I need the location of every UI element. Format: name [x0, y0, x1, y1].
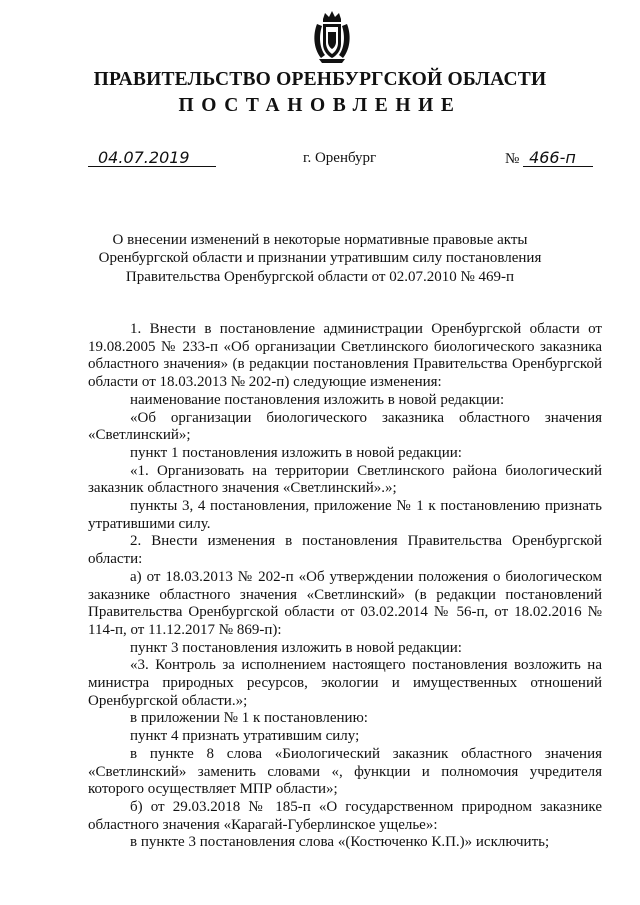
- body-paragraph: в приложении № 1 к постановлению:: [130, 710, 368, 727]
- body-paragraph: пункт 1 постановления изложить в новой редакции:: [130, 444, 462, 461]
- government-title: ПРАВИТЕЛЬСТВО ОРЕНБУРГСКОЙ ОБЛАСТИ: [93, 69, 547, 90]
- body-paragraph: пункты 3, 4 постановления, приложение № 1 к постановлению признать утратившими силу.: [88, 498, 602, 532]
- coat-of-arms-emblem: [311, 10, 353, 64]
- body-paragraph: пункт 4 признать утратившим силу;: [130, 728, 360, 745]
- subject-line: О внесении изменений в некоторые нормативные правовые акты: [112, 232, 528, 248]
- body-paragraph: в пункте 3 постановления слова «(Костюченко К.П.)» исключить;: [130, 834, 550, 851]
- document-number: [505, 150, 593, 168]
- body-paragraph: «1. Организовать на территории Светлинского района биологический заказник областного значения «Светлинский».»;: [88, 462, 602, 497]
- body-paragraph: а) от 18.03.2013 № 202-п «Об утверждении положения о биологическом заказнике областного значения «Светлинский» (в редакции постановлений Правительства Оренбургской области от 03.02.2014 № 56-п, от 18.02.2016 № 114-п, от 11.12.2017 № 869-п):: [88, 568, 602, 638]
- number-sign: №: [505, 151, 520, 167]
- body-paragraph: в пункте 8 слова «Биологический заказник областного значения «Светлинский» заменить словами «, функции и полномочия учредителя которого осуществляет МПР области»;: [88, 745, 602, 798]
- body-paragraph: б) от 29.03.2018 № 185-п «О государственном природном заказнике областного значения «Карагай-Губерлинское ущелье»:: [88, 798, 602, 833]
- body-paragraph: «Об организации биологического заказника областного значения «Светлинский»;: [88, 409, 602, 444]
- document-type-heading: ПОСТАНОВЛЕНИЕ: [178, 95, 462, 116]
- handwritten-number: 466-п: [523, 150, 593, 167]
- body-paragraph: «3. Контроль за исполнением настоящего постановления возложить на министра природных ресурсов, экологии и имущественных отношений Оренбургской области.»;: [88, 657, 602, 709]
- document-body: [88, 321, 602, 852]
- body-paragraph: 2. Внести изменения в постановления Правительства Оренбургской области:: [88, 533, 602, 568]
- document-date: [88, 150, 216, 168]
- handwritten-date: 04.07.2019: [88, 150, 216, 167]
- subject-line: Оренбургской области и признании утратившим силу постановления: [98, 250, 542, 267]
- body-paragraph: 1. Внести в постановление администрации Оренбургской области от 19.08.2005 № 233-п «Об организации Светлинского биологического заказника областного значения» (в редакции постановления Правительства Оренбургской области от 18.03.2013 № 202-п) следующие изменения:: [88, 321, 602, 391]
- document-city: г. Оренбург: [303, 150, 377, 166]
- body-paragraph: пункт 3 постановления изложить в новой редакции:: [130, 639, 462, 656]
- document-subject: [80, 231, 560, 286]
- subject-line: Правительства Оренбургской области от 02.07.2010 № 469-п: [125, 268, 515, 285]
- body-paragraph: наименование постановления изложить в новой редакции:: [130, 391, 505, 408]
